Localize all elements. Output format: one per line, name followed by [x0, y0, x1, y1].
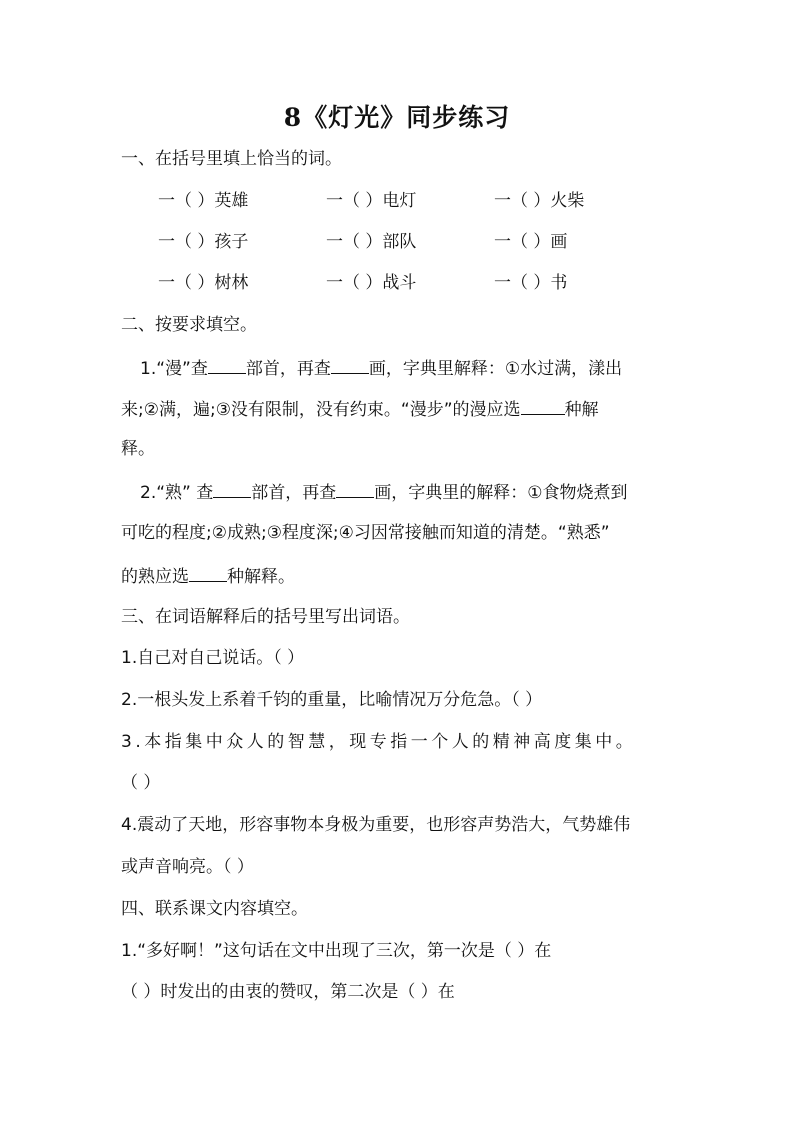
question-2-1-line-2: [121, 397, 599, 421]
question-2-2-line-2: 可吃的程度;②成熟;③程度深;④习因常接触而知道的清楚。“熟悉”: [121, 523, 610, 543]
fill-blank-item: 一（ ）战斗: [326, 273, 417, 293]
text-segment: 1.“漫”查: [140, 359, 208, 379]
question-3-1: 1.自己对自己说话。（ ）: [121, 648, 305, 668]
question-3-4-line-2: 或声音响亮。（ ）: [121, 857, 254, 877]
section-1-heading: 一、在括号里填上恰当的词。: [121, 149, 342, 169]
text-segment: 画，字典里的解释：①食物烧煮到: [374, 483, 628, 503]
underline-blank: [331, 356, 369, 374]
text-segment: 来;②满，遍;③没有限制，没有约束。“漫步”的漫应选: [121, 400, 521, 420]
text-segment: 画，字典里解释：①水过满，漾出: [368, 359, 623, 379]
fill-blank-item: 一（ ）英雄: [158, 191, 249, 211]
underline-blank: [208, 356, 246, 374]
section-2-heading: 二、按要求填空。: [121, 315, 257, 335]
fill-blank-item: 一（ ）画: [494, 232, 568, 252]
text-segment: 部首，再查: [245, 359, 331, 379]
text-segment: 的熟应选: [121, 567, 189, 587]
text-segment: 种解释。: [227, 567, 295, 587]
question-3-3-blank: （ ）: [121, 773, 161, 793]
fill-blank-item: 一（ ）树林: [158, 273, 249, 293]
fill-blank-item: 一（ ）部队: [326, 232, 417, 252]
question-2-1-line-1: [140, 356, 622, 380]
question-2-2-line-1: [140, 480, 628, 504]
question-2-2-line-3: [121, 564, 295, 588]
fill-blank-item: 一（ ）电灯: [326, 191, 417, 211]
text-segment: 2.“熟” 查: [140, 483, 214, 503]
fill-blank-item: 一（ ）火柴: [494, 191, 585, 211]
question-3-4-line-1: 4.震动了天地，形容事物本身极为重要，也形容声势浩大，气势雄伟: [121, 815, 631, 835]
text-segment: 种解: [564, 400, 599, 420]
underline-blank: [213, 480, 251, 498]
question-4-1-line-2: （ ）时发出的由衷的赞叹，第二次是（ ）在: [121, 982, 455, 1002]
question-2-1-line-3: 释。: [121, 439, 155, 459]
question-4-1-line-1: 1.“多好啊！”这句话在文中出现了三次，第一次是（ ）在: [121, 941, 552, 961]
underline-blank: [521, 397, 565, 415]
section-3-heading: 三、在词语解释后的括号里写出词语。: [121, 607, 410, 627]
page-title: 8《灯光》同步练习: [283, 103, 511, 132]
underline-blank: [336, 480, 374, 498]
fill-blank-item: 一（ ）书: [494, 273, 568, 293]
question-3-3: 3.本指集中众人的智慧，现专指一个人的精神高度集中。: [121, 732, 637, 752]
text-segment: 部首，再查: [251, 483, 337, 503]
section-4-heading: 四、联系课文内容填空。: [121, 899, 308, 919]
question-3-2: 2.一根头发上系着千钧的重量，比喻情况万分危急。（ ）: [121, 690, 543, 710]
underline-blank: [189, 564, 227, 582]
fill-blank-item: 一（ ）孩子: [158, 232, 249, 252]
